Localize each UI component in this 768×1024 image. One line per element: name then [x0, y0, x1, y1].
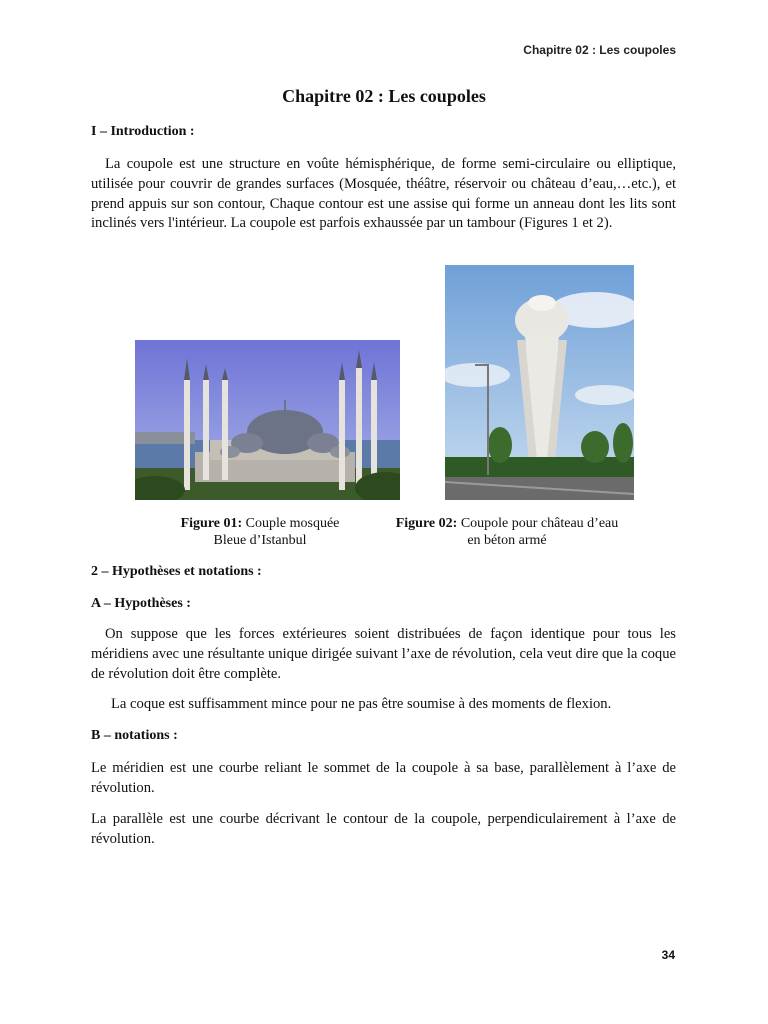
page-number: 34 [661, 948, 675, 962]
figure-01-label: Figure 01: [180, 516, 243, 531]
figure-02-caption-line2: en béton armé [467, 533, 547, 548]
notations-paragraph-2: La parallèle est une courbe décrivant le contour de la coupole, perpendiculairement à l’axe de révolution. [91, 811, 676, 847]
figure-02-caption-line1: Coupole pour château d’eau [460, 516, 619, 531]
subheading-notations: B – notations : [91, 728, 178, 743]
figure-02-water-tower-image [445, 265, 634, 500]
section-heading-introduction: I – Introduction : [91, 124, 195, 139]
figure-02-caption [378, 515, 636, 549]
notations-paragraph-1: Le méridien est une courbe reliant le sommet de la coupole à sa base, parallèlement à l’axe de révolution. [91, 760, 676, 796]
hypotheses-paragraph-1: On suppose que les forces extérieures soient distribuées de façon identique pour tous les méridiens avec une résultante unique dirigée suivant l’axe de révolution, cela veut dire que la coque de révolution doit être complète. [91, 626, 676, 682]
figure-02-label: Figure 02: [395, 516, 458, 531]
hypotheses-paragraph-2: La coque est suffisamment mince pour ne pas être soumise à des moments de flexion. [111, 696, 612, 712]
running-header: Chapitre 02 : Les coupoles [523, 43, 676, 57]
intro-paragraph: La coupole est une structure en voûte hémisphérique, de forme semi-circulaire ou elliptique, utilisée pour couvrir de grandes surfaces (Mosquée, théâtre, réservoir ou château d’eau,…etc.), et prend appuis sur son contour, Chaque contour est une assise qui forme un anneau dont les lits sont inclinés vers l'intérieur. La coupole est parfois exhaussée par un tambour (Figures 1 et 2). [91, 156, 676, 232]
section-heading-hypotheses-notations: 2 – Hypothèses et notations : [91, 564, 262, 579]
figure-01-mosque-image [135, 340, 400, 500]
subheading-hypotheses: A – Hypothèses : [91, 596, 191, 611]
figure-01-caption [160, 515, 360, 549]
page-title: Chapitre 02 : Les coupoles [282, 86, 486, 106]
figure-01-caption-line1: Couple mosquée [245, 516, 340, 531]
figure-01-caption-line2: Bleue d’Istanbul [213, 533, 307, 548]
